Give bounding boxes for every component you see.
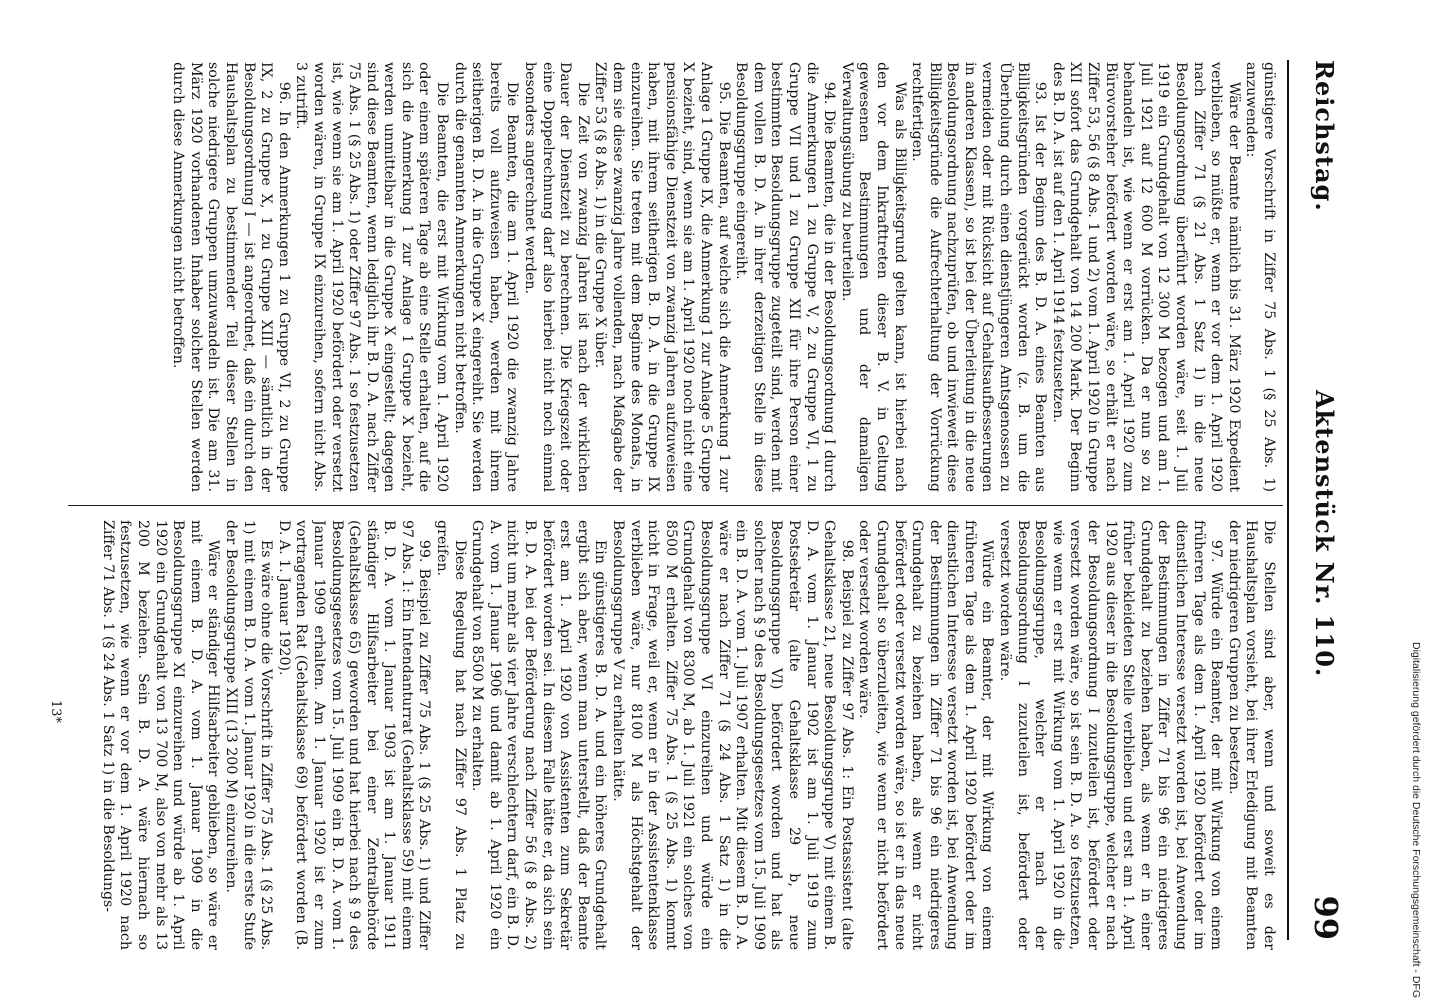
paragraph: günstigere Vorschrift in Ziffer 75 Abs. 1 (§ 25 Abs. 1) anzuwenden:: [1243, 62, 1277, 492]
paragraph: Die Beamten, die erst mit Wirkung vom 1. April 1920 oder einem späteren Tage ab eine Stelle erhalten, auf die sich die Anmerkung 1 zur Anlage 1 Gruppe X bezieht, werden unmittelbar in die Gruppe X eingestellt; dagegen sind diese Beamten, wenn lediglich ihr B. D. A. nach Ziffer 75 Abs. 1 (§ 25 Abs. 1) oder Ziffer 97 Abs. 1 so festzusetzen ist, wie wenn sie am 1. April 1920 befördert oder versetzt worden wären, in Gruppe IX einzureihen, sofern nicht Abs. 3 zutrifft.: [293, 62, 451, 492]
page-number: 99: [1307, 895, 1345, 940]
header-aktenstueck: Aktenstück Nr. 110.: [1310, 390, 1339, 678]
paragraph: Wäre er ständiger Hilfsarbeiter geblieben, so wäre er mit einem B. D. A. vom 1. Januar 1909 in die Besoldungsgruppe XI einzureihen und würde ab 1. April 1920 ein Grundgehalt von 13 700 M, also von mehr als 13 200 M beziehen. Sein B. D. A. wäre hiernach so festzusetzen, wie wenn er vor dem 1. April 1920 nach Ziffer 71 Abs. 1 (§ 24 Abs. 1 Satz 1) in die Besoldungs-: [99, 520, 222, 950]
paragraph: Es wäre ohne die Vorschrift in Ziffer 75 Abs. 1 (§ 25 Abs. 1) mit einem B. D. A. vom 1. Januar 1920 in die erste Stufe der Besoldungsgruppe XIII (13 200 M) einzureihen.: [222, 520, 275, 950]
paragraph: 96. In den Anmerkungen 1 zu Gruppe VI, 2 zu Gruppe IX, 2 zu Gruppe X, 1 zu Gruppe XIII — sämtlich in der Besoldungsordnung I — ist angeordnet, daß ein durch den Haushaltsplan zu bestimmender Teil dieser Stellen in solche niedrigere Gruppen umzuwandeln ist. Die am 31. März 1920 vorhandenen Inhaber solcher Stellen werden durch diese Anmerkungen nicht betroffen.: [170, 62, 292, 492]
paragraph: Diese Regelung hat nach Ziffer 97 Abs. 1 Platz zu greifen.: [434, 520, 468, 950]
paragraph: 93. Ist der Beginn des B. D. A. eines Beamten aus Billigkeitsgründen vorgerückt worden (z. B. um die Überholung durch einen dienstjüngeren Amtsgenossen zu vermeiden oder mit Rücksicht auf Gehaltsaufbesserungen in anderen Klassen), so ist bei der Überleitung in die neue Besoldungsordnung nachzuprüfen, ob und inwieweit diese Billigkeitsgründe die Aufrechterhaltung der Vorrückung rechtfertigen.: [909, 62, 1049, 492]
paragraph: 95. Die Beamten, auf welche sich die Anmerkung 1 zur Anlage 1 Gruppe IX, die Anmerkung 1 zur Anlage 5 Gruppe X bezieht, sind, wenn sie am 1. April 1920 noch nicht eine pensionsfähige Dienstzeit von zwanzig Jahren aufzuweisen haben, mit ihrem seitherigen B. D. A. in die Gruppe IX einzureihen. Sie treten mit dem Beginne des Monats, in dem sie diese zwanzig Jahre vollenden, nach Maßgabe der Ziffer 53 (§ 8 Abs. 1) in die Gruppe X über.: [592, 62, 732, 492]
signature-mark: 13*: [48, 700, 63, 724]
page-header: [1295, 60, 1345, 940]
paragraph: Wäre der Beamte nämlich bis 31. März 1920 Expedient verblieben, so müßte er, wenn er vor dem 1. April 1920 nach Ziffer 71 (§ 21 Abs. 1 Satz 1) in die neue Besoldungsordnung überführt worden wäre, seit 1. Juli 1919 ein Grundgehalt von 12 300 M bezogen und am 1. Juli 1921 auf 12 600 M vorrücken. Da er nun so zu behandeln ist, wie wenn er erst am 1. April 1920 zum Bürovorsteher befördert worden wäre, so erhält er nach Ziffer 53, 56 (§ 8 Abs. 1 und 2) vom 1. April 1920 in Gruppe XII sofort das Grundgehalt von 14 200 Mark. Der Beginn des B. D. A. ist auf den 1. April 1914 festzusetzen.: [1049, 62, 1242, 492]
dfg-note-text: Digitalisierung gefördert durch die Deutsche Forschungsgemeinschaft - DFG: [1410, 641, 1422, 998]
column-divider: [68, 505, 1283, 506]
dfg-side-note: [1408, 8, 1428, 998]
paragraph: Ein günstigeres B. D. A. und ein höheres Grundgehalt ergibt sich aber, wenn man unterstellt, daß der Beamte erst am 1. April 1920 von Assistenten zum Sekretär befördert worden sei. In diesem Falle hätte er, da sich sein B. D. A. bei der Beförderung nach Ziffer 56 (§ 8 Abs. 2) nicht um mehr als vier Jahre verschlechtern darf, ein B. D. A. vom 1. Januar 1906 und damit ab 1. April 1920 ein Grundgehalt von 8500 M zu erhalten.: [469, 520, 609, 950]
paragraph: Die Zeit von zwanzig Jahren ist nach der wirklichen Dauer der Dienstzeit zu berechnen. Die Kriegszeit oder eine Doppelrechnung darf also hierbei nicht noch einmal besonders angerechnet werden.: [522, 62, 591, 492]
right-column: [67, 520, 1277, 950]
left-column: [67, 62, 1277, 492]
paragraph: Die Stellen sind aber, wenn und soweit es der Haushaltsplan vorsieht, bei ihrer Erledigung mit Beamten der niedrigeren Gruppen zu besetzen.: [1225, 520, 1277, 950]
header-rule: [1287, 60, 1289, 940]
paragraph: 98. Beispiel zu Ziffer 97 Abs. 1: Ein Postassistent (alte Gehaltsklasse 21, neue Besoldungsgruppe V) mit einem B. D. A. vom 1. Januar 1902 ist am 1. Juli 1919 zum Postsekretär (alte Gehaltsklasse 29 b, neue Besoldungsgruppe VI) befördert worden und hat als solcher nach § 9 des Besoldungsgesetzes vom 15. Juli 1909 ein B. D. A. vom 1. Juli 1907 erhalten. Mit diesem B. D. A. wäre er nach Ziffer 71 (§ 24 Abs. 1 Satz 1) in die Besoldungsgruppe VI einzureihen und würde ein Grundgehalt von 8300 M, ab 1. Juli 1921 ein solches von 8500 M erhalten. Ziffer 75 Abs. 1 (§ 25 Abs. 1) kommt nicht in Frage, weil er, wenn er in der Assistentenklasse verblieben wäre, nur 8100 M als Höchstgehalt der Besoldungsgruppe V zu erhalten hätte.: [610, 520, 855, 950]
paragraph: 94. Die Beamten, die in der Besoldungsordnung I durch die Anmerkungen 1 zu Gruppe V, 2 zu Gruppe VI, 1 zu Gruppe VII und 1 zu Gruppe XII für ihre Person einer bestimmten Besoldungsgruppe zugeteilt sind, werden mit dem vollen B. D. A. in ihrer derzeitigen Stelle in diese Besoldungsgruppe eingereiht.: [733, 62, 838, 492]
header-reichstag: Reichstag.: [1310, 60, 1339, 212]
paragraph: Die Beamten, die am 1. April 1920 die zwanzig Jahre bereits voll aufzuweisen haben, werden mit ihrem seitherigen B. D. A. in die Gruppe X eingereiht. Sie werden durch die genannten Anmerkungen nicht betroffen.: [451, 62, 521, 492]
paragraph: Würde ein Beamter, der mit Wirkung von einem früheren Tage als dem 1. April 1920 befördert oder im dienstlichen Interesse versetzt worden ist, bei Anwendung der Bestimmungen in Ziffer 71 bis 96 ein niedrigeres Grundgehalt zu beziehen haben, als wenn er nicht befördert oder versetzt worden wäre, so ist er in das neue Grundgehalt so überzuleiten, wie wenn er nicht befördert oder versetzt worden wäre.: [856, 520, 996, 950]
paragraph: Was als Billigkeitsgrund gelten kann, ist hierbei nach den vor dem Inkrafttreten dieser B. V. in Geltung gewesenen Bestimmungen und der damaligen Verwaltungsübung zu beurteilen.: [838, 62, 908, 492]
paragraph: 99. Beispiel zu Ziffer 75 Abs. 1 (§ 25 Abs. 1) und Ziffer 97 Abs. 1: Ein Intendanturrat (Gehaltsklasse 59) mit einem B. D. A. vom 1. Januar 1903 ist am 1. Januar 1911 ständiger Hilfsarbeiter bei einer Zentralbehörde (Gehaltsklasse 65) geworden und hat hierbei nach § 9 des Besoldungsgesetzes vom 15. Juli 1909 ein B. D. A. vom 1. Januar 1909 erhalten. Am 1. Januar 1920 ist er zum vortragenden Rat (Gehaltsklasse 69) befördert worden (B. D. A. 1. Januar 1920).: [275, 520, 433, 950]
paragraph: 97. Würde ein Beamter, der mit Wirkung von einem früheren Tage als dem 1. April 1920 befördert oder im dienstlichen Interesse versetzt worden ist, bei Anwendung der Bestimmungen in Ziffer 71 bis 96 ein niedrigeres Grundgehalt zu beziehen haben, als wenn er in einer früher bekleideten Stelle verblieben und erst am 1. April 1920 aus dieser in die Besoldungsgruppe, welcher er nach der Besoldungsordnung I zuzuteilen ist, befördert oder versetzt worden wäre, so ist sein B. D. A. so festzusetzen, wie wenn er erst mit Wirkung vom 1. April 1920 in die Besoldungsgruppe, welcher er nach der Besoldungsordnung I zuzuteilen ist, befördert oder versetzt worden wäre.: [997, 520, 1225, 950]
